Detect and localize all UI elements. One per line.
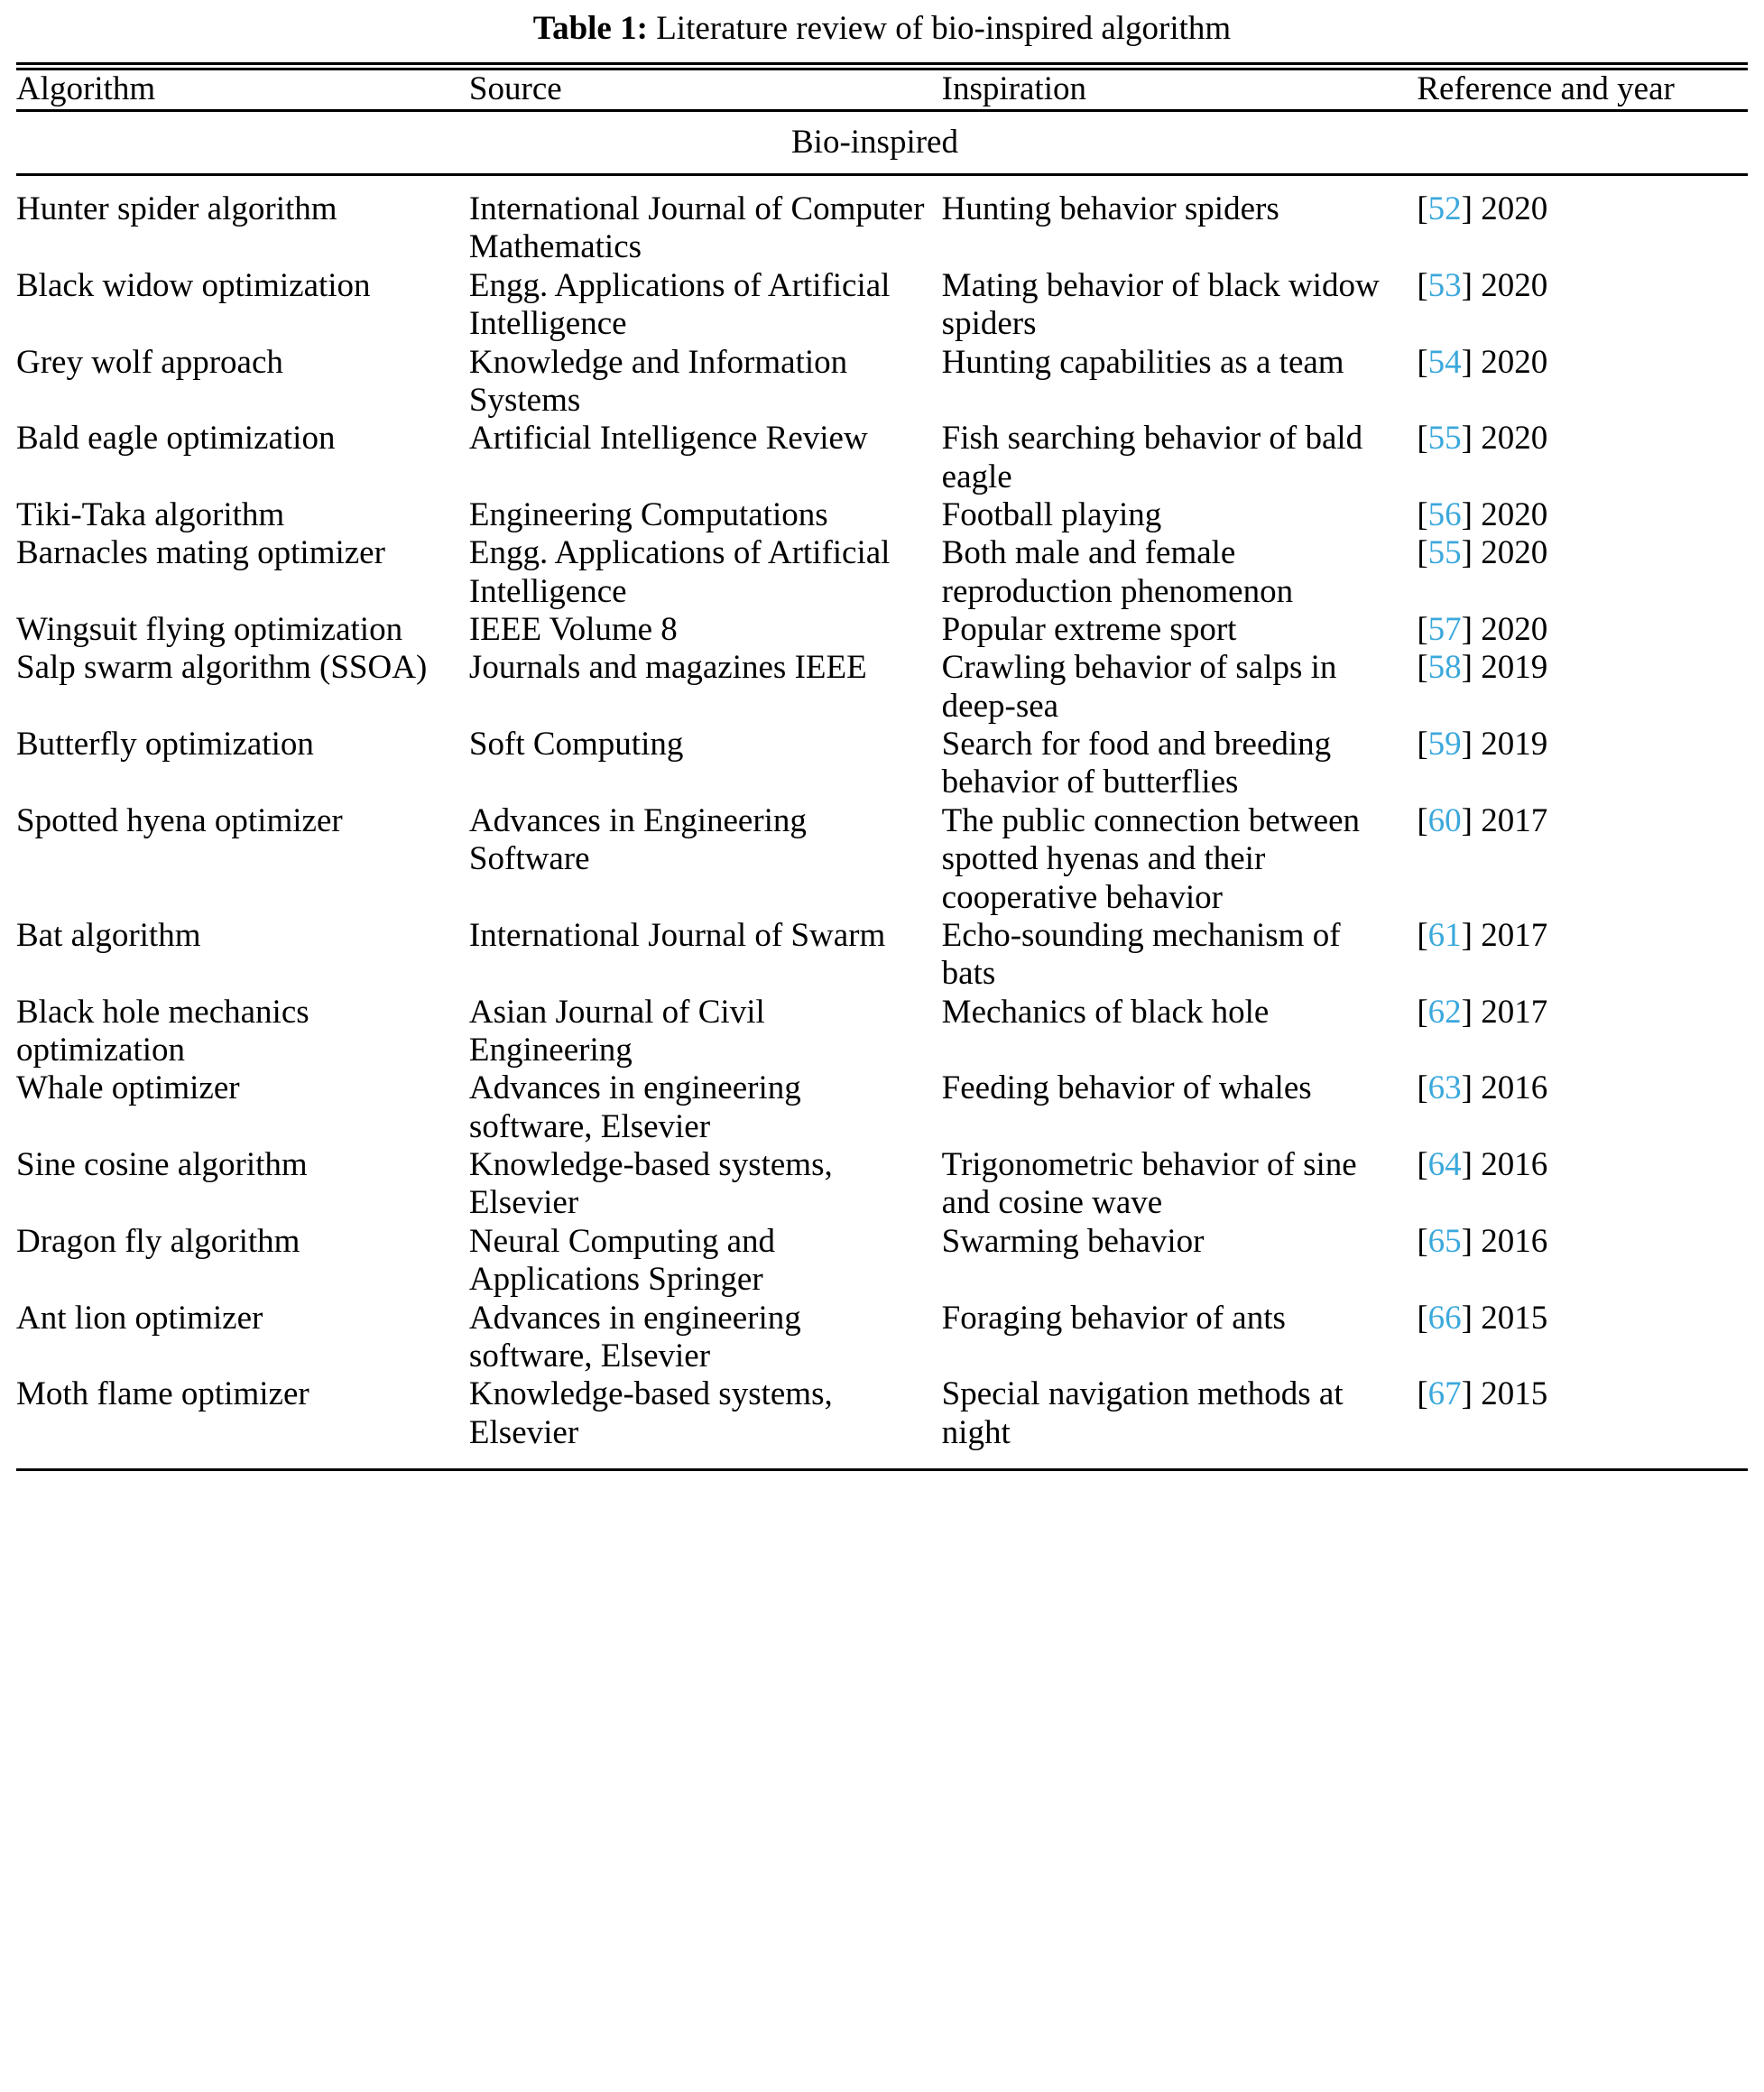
cell-algorithm: Black widow optimization	[16, 266, 371, 304]
reference-year: 2020	[1481, 190, 1548, 228]
reference-bracket-open: [	[1417, 611, 1428, 649]
reference-bracket-open: [	[1417, 649, 1428, 687]
cell-source: International Journal of Swarm	[468, 916, 886, 954]
reference-bracket-open: [	[1417, 1375, 1428, 1413]
reference-year: 2016	[1481, 1222, 1548, 1260]
cell-source: Soft Computing	[468, 726, 684, 764]
cell-algorithm: Dragon fly algorithm	[16, 1222, 300, 1260]
column-header-source: Source	[468, 70, 562, 108]
cell-inspiration: Mechanics of black hole	[941, 993, 1270, 1031]
cell-reference	[1417, 1223, 1748, 1300]
table-body	[16, 190, 1748, 1452]
column-header-reference: Reference and year	[1417, 70, 1675, 108]
reference-bracket-open: [	[1417, 343, 1428, 381]
table-top-rule	[16, 62, 1748, 70]
cell-algorithm: Bat algorithm	[16, 916, 201, 954]
cell-source: Asian Journal of Civil Engineering	[468, 993, 765, 1069]
table-row	[16, 726, 1748, 802]
reference-year: 2020	[1481, 534, 1548, 572]
reference-bracket-open: [	[1417, 266, 1428, 304]
reference-bracket-open: [	[1417, 801, 1428, 839]
cell-reference	[1417, 1069, 1748, 1146]
reference-year: 2017	[1481, 801, 1548, 839]
reference-bracket-close: ]	[1461, 1146, 1482, 1184]
reference-link[interactable]: 64	[1427, 1146, 1462, 1184]
reference-bracket-close: ]	[1461, 495, 1482, 533]
reference-year: 2015	[1481, 1375, 1548, 1413]
reference-bracket-close: ]	[1461, 726, 1482, 764]
reference-bracket-close: ]	[1461, 1299, 1482, 1337]
reference-bracket-close: ]	[1461, 343, 1482, 381]
cell-source: Advances in engineering software, Elsevier	[468, 1299, 801, 1375]
cell-inspiration: Crawling behavior of salps in deep-sea	[941, 649, 1337, 725]
table-row	[16, 994, 1748, 1070]
reference-bracket-close: ]	[1461, 266, 1482, 304]
reference-year: 2016	[1481, 1146, 1548, 1184]
table-row	[16, 344, 1748, 421]
literature-review-table	[16, 70, 1748, 108]
reference-bracket-open: [	[1417, 420, 1428, 458]
section-header-row	[16, 112, 1748, 173]
cell-algorithm: Sine cosine algorithm	[16, 1146, 308, 1184]
cell-inspiration: Search for food and breeding behavior of butterflies	[941, 726, 1332, 801]
reference-bracket-open: [	[1417, 190, 1428, 228]
reference-year: 2016	[1481, 1069, 1548, 1107]
table-row	[16, 267, 1748, 344]
reference-link[interactable]: 58	[1427, 649, 1462, 687]
cell-algorithm: Hunter spider algorithm	[16, 190, 337, 228]
reference-link[interactable]: 55	[1427, 420, 1462, 458]
cell-reference	[1417, 649, 1748, 726]
cell-source: Advances in Engineering Software	[468, 801, 807, 878]
cell-source: Journals and magazines IEEE	[468, 649, 867, 687]
cell-inspiration: Special navigation methods at night	[941, 1375, 1344, 1451]
reference-bracket-close: ]	[1461, 420, 1482, 458]
reference-bracket-close: ]	[1461, 649, 1482, 687]
cell-algorithm: Whale optimizer	[16, 1069, 240, 1107]
cell-source: Neural Computing and Applications Springer	[468, 1222, 776, 1299]
cell-inspiration: Hunting behavior spiders	[941, 190, 1279, 228]
cell-source: Knowledge-based systems, Elsevier	[468, 1146, 833, 1222]
table-caption-text: Literature review of bio-inspired algorithm	[656, 10, 1232, 47]
reference-bracket-open: [	[1417, 1146, 1428, 1184]
cell-algorithm: Ant lion optimizer	[16, 1299, 263, 1337]
cell-reference	[1417, 1300, 1748, 1376]
cell-reference	[1417, 917, 1748, 994]
reference-bracket-open: [	[1417, 993, 1428, 1031]
cell-source: Engg. Applications of Artificial Intelligence	[468, 534, 891, 610]
reference-bracket-close: ]	[1461, 1222, 1482, 1260]
cell-inspiration: Trigonometric behavior of sine and cosine wave	[941, 1146, 1357, 1222]
table-row	[16, 611, 1748, 649]
reference-bracket-open: [	[1417, 726, 1428, 764]
table-header	[16, 70, 1748, 108]
cell-source: Knowledge and Information Systems	[468, 343, 848, 419]
reference-link[interactable]: 59	[1427, 726, 1462, 764]
cell-reference	[1417, 1146, 1748, 1223]
reference-year: 2017	[1481, 993, 1548, 1031]
reference-link[interactable]: 53	[1427, 266, 1462, 304]
cell-inspiration: Mating behavior of black widow spiders	[941, 266, 1380, 343]
cell-reference	[1417, 267, 1748, 344]
cell-source: Advances in engineering software, Elsevier	[468, 1069, 801, 1145]
reference-year: 2019	[1481, 649, 1548, 687]
reference-bracket-close: ]	[1461, 801, 1482, 839]
cell-source: Engineering Computations	[468, 495, 828, 533]
reference-link[interactable]: 57	[1427, 611, 1462, 649]
reference-year: 2017	[1481, 916, 1548, 954]
cell-reference	[1417, 534, 1748, 611]
cell-algorithm: Black hole mechanics optimization	[16, 993, 309, 1069]
cell-inspiration: Feeding behavior of whales	[941, 1069, 1312, 1107]
reference-link[interactable]: 52	[1427, 190, 1462, 228]
cell-algorithm: Butterfly optimization	[16, 726, 314, 764]
table-header-row	[16, 70, 1748, 108]
cell-algorithm: Wingsuit flying optimization	[16, 611, 403, 649]
cell-inspiration: Hunting capabilities as a team	[941, 343, 1344, 381]
cell-reference	[1417, 1375, 1748, 1452]
cell-source: Knowledge-based systems, Elsevier	[468, 1375, 833, 1451]
reference-bracket-open: [	[1417, 495, 1428, 533]
reference-link[interactable]: 62	[1427, 993, 1462, 1031]
section-title-bio-inspired: Bio-inspired	[791, 123, 958, 161]
reference-year: 2015	[1481, 1299, 1548, 1337]
table-caption-label: Table 1:	[532, 10, 648, 47]
table-row	[16, 1223, 1748, 1300]
reference-link[interactable]: 63	[1427, 1069, 1462, 1107]
reference-bracket-close: ]	[1461, 1375, 1482, 1413]
reference-year: 2020	[1481, 495, 1548, 533]
table-row	[16, 1300, 1748, 1376]
reference-link[interactable]: 60	[1427, 801, 1462, 839]
cell-source: Engg. Applications of Artificial Intelligence	[468, 266, 891, 343]
table-row	[16, 1146, 1748, 1223]
reference-link[interactable]: 67	[1427, 1375, 1462, 1413]
cell-reference	[1417, 420, 1748, 496]
cell-source: International Journal of Computer Mathematics	[468, 190, 925, 266]
table-bottom-rule	[16, 1468, 1748, 1471]
table-row	[16, 649, 1748, 726]
reference-link[interactable]: 56	[1427, 495, 1462, 533]
cell-source: IEEE Volume 8	[468, 611, 678, 649]
cell-inspiration: Foraging behavior of ants	[941, 1299, 1286, 1337]
cell-reference	[1417, 611, 1748, 649]
table-row	[16, 802, 1748, 917]
reference-bracket-close: ]	[1461, 190, 1482, 228]
reference-bracket-open: [	[1417, 534, 1428, 572]
reference-link[interactable]: 61	[1427, 916, 1462, 954]
literature-review-body	[16, 190, 1748, 1452]
cell-algorithm: Tiki-Taka algorithm	[16, 495, 285, 533]
reference-link[interactable]: 55	[1427, 534, 1462, 572]
cell-reference	[1417, 496, 1748, 534]
table-row	[16, 420, 1748, 496]
cell-reference	[1417, 190, 1748, 267]
cell-inspiration: The public connection between spotted hyenas and their cooperative behavior	[941, 801, 1361, 916]
reference-bracket-close: ]	[1461, 993, 1482, 1031]
table-caption	[16, 0, 1748, 62]
cell-inspiration: Popular extreme sport	[941, 611, 1237, 649]
literature-review-section	[16, 112, 1748, 173]
cell-algorithm: Spotted hyena optimizer	[16, 801, 343, 839]
table-row	[16, 496, 1748, 534]
cell-algorithm: Barnacles mating optimizer	[16, 534, 385, 572]
table-row	[16, 1375, 1748, 1452]
table-row	[16, 917, 1748, 994]
reference-link[interactable]: 54	[1427, 343, 1462, 381]
reference-bracket-close: ]	[1461, 534, 1482, 572]
cell-inspiration: Echo-sounding mechanism of bats	[941, 916, 1341, 993]
reference-year: 2020	[1481, 611, 1548, 649]
reference-year: 2019	[1481, 726, 1548, 764]
reference-bracket-open: [	[1417, 1222, 1428, 1260]
cell-inspiration: Swarming behavior	[941, 1222, 1205, 1260]
reference-year: 2020	[1481, 266, 1548, 304]
cell-reference	[1417, 994, 1748, 1070]
cell-inspiration: Fish searching behavior of bald eagle	[941, 420, 1363, 495]
reference-bracket-close: ]	[1461, 916, 1482, 954]
cell-inspiration: Football playing	[941, 495, 1162, 533]
reference-year: 2020	[1481, 420, 1548, 458]
table-row	[16, 1069, 1748, 1146]
reference-bracket-open: [	[1417, 1299, 1428, 1337]
table-row	[16, 534, 1748, 611]
cell-algorithm: Bald eagle optimization	[16, 420, 336, 458]
reference-bracket-close: ]	[1461, 1069, 1482, 1107]
cell-reference	[1417, 344, 1748, 421]
cell-algorithm: Moth flame optimizer	[16, 1375, 309, 1413]
cell-algorithm: Salp swarm algorithm (SSOA)	[16, 649, 428, 687]
reference-bracket-open: [	[1417, 916, 1428, 954]
cell-inspiration: Both male and female reproduction phenomenon	[941, 534, 1294, 610]
reference-year: 2020	[1481, 343, 1548, 381]
column-header-algorithm: Algorithm	[16, 70, 156, 108]
cell-source: Artificial Intelligence Review	[468, 420, 868, 458]
reference-bracket-open: [	[1417, 1069, 1428, 1107]
column-header-inspiration: Inspiration	[941, 70, 1086, 108]
reference-bracket-close: ]	[1461, 611, 1482, 649]
reference-link[interactable]: 66	[1427, 1299, 1462, 1337]
cell-algorithm: Grey wolf approach	[16, 343, 283, 381]
table-row	[16, 190, 1748, 267]
reference-link[interactable]: 65	[1427, 1222, 1462, 1260]
cell-reference	[1417, 802, 1748, 917]
cell-reference	[1417, 726, 1748, 802]
